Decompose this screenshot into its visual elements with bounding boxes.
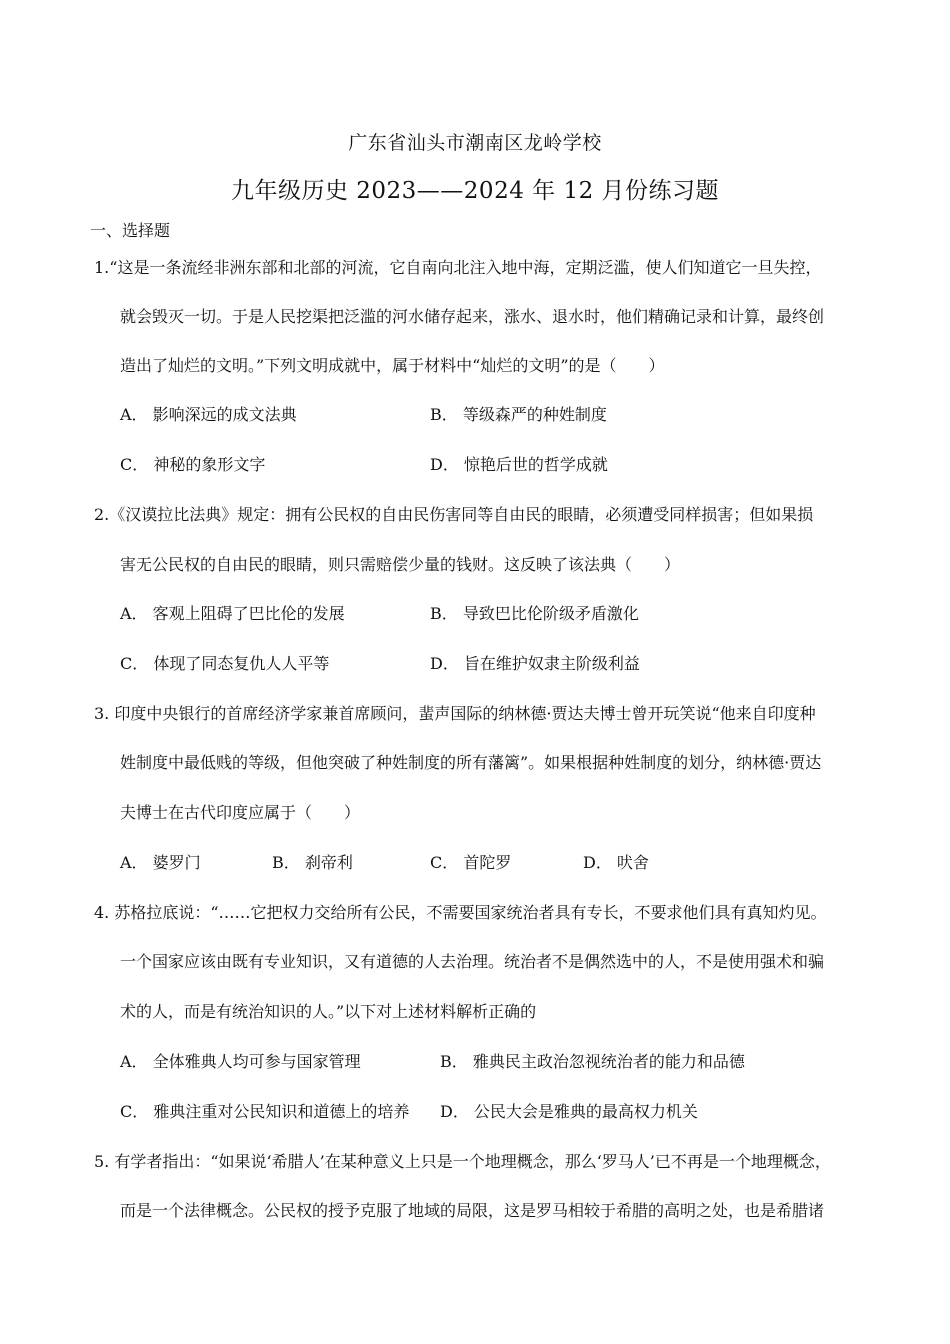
question-4-option-a: A． 全体雅典人均可参与国家管理 (120, 1052, 361, 1071)
question-2-line-1: 2.《汉谟拉比法典》规定：拥有公民权的自由民伤害同等自由民的眼睛，必须遭受同样损害；但如果损 (94, 505, 814, 524)
question-1-line-3: 造出了灿烂的文明。”下列文明成就中，属于材料中“灿烂的文明”的是（ ） (120, 356, 665, 375)
question-1-line-2: 就会毁灭一切。于是人民挖渠把泛滥的河水储存起来，涨水、退水时，他们精确记录和计算，最终创 (120, 307, 825, 326)
question-1-line-1: 1.“这是一条流经非洲东部和北部的河流，它自南向北注入地中海，定期泛滥，使人们知道它一旦失控， (94, 258, 822, 277)
question-3-line-3: 夫博士在古代印度应属于（ ） (120, 803, 361, 822)
question-5-line-2: 而是一个法律概念。公民权的授予克服了地域的局限，这是罗马相较于希腊的高明之处，也是希腊诸 (120, 1201, 825, 1220)
question-4-option-c: C． 雅典注重对公民知识和道德上的培养 (120, 1102, 410, 1121)
question-3-option-a: A． 婆罗门 (120, 853, 201, 872)
question-4-line-2: 一个国家应该由既有专业知识，又有道德的人去治理。统治者不是偶然选中的人，不是使用强术和骗 (120, 952, 825, 971)
question-4-option-b: B． 雅典民主政治忽视统治者的能力和品德 (440, 1052, 745, 1071)
question-1-option-a: A． 影响深远的成文法典 (120, 405, 297, 424)
page-title: 九年级历史 2023——2024 年 12 月份练习题 (230, 178, 720, 204)
question-1-option-c: C． 神秘的象形文字 (120, 455, 266, 474)
school-name: 广东省汕头市潮南区龙岭学校 (348, 132, 602, 154)
question-2-line-2: 害无公民权的自由民的眼睛，则只需赔偿少量的钱财。这反映了该法典（ ） (120, 555, 681, 574)
question-3-option-c: C． 首陀罗 (430, 853, 512, 872)
question-2-option-a: A． 客观上阻碍了巴比伦的发展 (120, 604, 345, 623)
question-3-option-d: D． 吠舍 (583, 853, 649, 872)
question-3-line-2: 姓制度中最低贱的等级，但他突破了种姓制度的所有藩篱”。如果根据种姓制度的划分，纳林德·贾达 (120, 753, 822, 772)
question-4-line-3: 术的人，而是有统治知识的人。”以下对上述材料解析正确的 (120, 1002, 537, 1021)
question-3-option-b: B． 刹帝利 (272, 853, 353, 872)
question-3-line-1: 3. 印度中央银行的首席经济学家兼首席顾问，蜚声国际的纳林德·贾达夫博士曾开玩笑说“他来自印度种 (94, 704, 816, 723)
question-4-option-d: D． 公民大会是雅典的最高权力机关 (440, 1102, 698, 1121)
question-4-line-1: 4. 苏格拉底说：“……它把权力交给所有公民，不需要国家统治者具有专长，不要求他们具有真知灼见。 (94, 903, 827, 922)
question-2-option-b: B． 导致巴比伦阶级矛盾激化 (430, 604, 639, 623)
question-2-option-d: D． 旨在维护奴隶主阶级利益 (430, 654, 640, 673)
question-2-option-c: C． 体现了同态复仇人人平等 (120, 654, 330, 673)
section-heading: 一、选择题 (90, 221, 171, 240)
question-1-option-b: B． 等级森严的种姓制度 (430, 405, 607, 424)
question-5-line-1: 5. 有学者指出：“如果说‘希腊人’在某种意义上只是一个地理概念，那么‘罗马人’已不再是一个地理概念， (94, 1152, 831, 1171)
question-1-option-d: D． 惊艳后世的哲学成就 (430, 455, 608, 474)
